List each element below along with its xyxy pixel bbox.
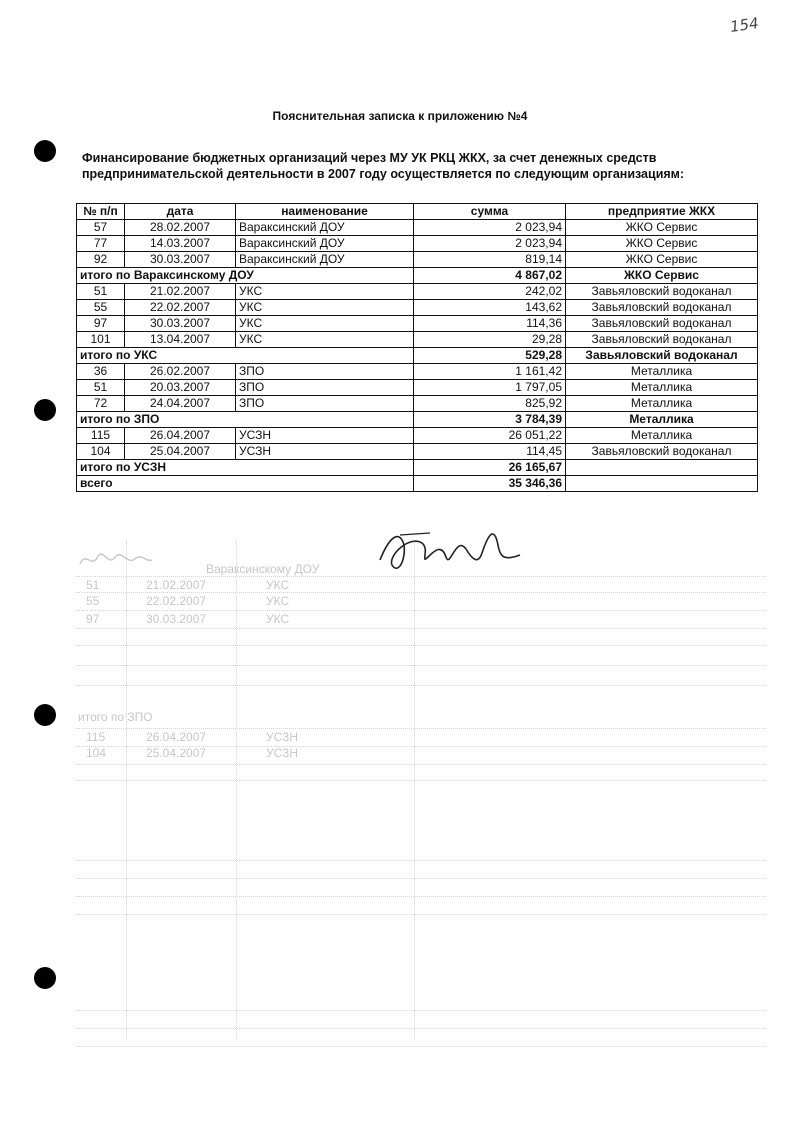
table-total-row bbox=[77, 268, 758, 284]
cell-name: УКС bbox=[236, 316, 414, 332]
punch-hole bbox=[34, 967, 56, 989]
table-row bbox=[77, 236, 758, 252]
cell-name: Вараксинский ДОУ bbox=[236, 236, 414, 252]
cell-number: 51 bbox=[77, 284, 125, 300]
cell-sum: 1 161,42 bbox=[414, 364, 566, 380]
cell-name: Вараксинский ДОУ bbox=[236, 220, 414, 236]
cell-name: УСЗН bbox=[236, 428, 414, 444]
table-row bbox=[77, 364, 758, 380]
table-total-row bbox=[77, 412, 758, 428]
cell-number: 36 bbox=[77, 364, 125, 380]
cell-name: ЗПО bbox=[236, 396, 414, 412]
total-label: итого по УКС bbox=[77, 348, 414, 364]
table-row bbox=[77, 220, 758, 236]
faint-signature bbox=[76, 544, 156, 574]
table-row bbox=[77, 284, 758, 300]
table-row bbox=[77, 252, 758, 268]
punch-hole bbox=[34, 704, 56, 726]
cell-name: УКС bbox=[236, 284, 414, 300]
intro-line: предпринимательской деятельности в 2007 году осуществляется по следующим организациям: bbox=[82, 167, 685, 181]
ghost-row: 55 22.02.2007 УКС bbox=[86, 594, 290, 608]
ghost-label: итого по ЗПО bbox=[78, 710, 153, 724]
total-sum: 4 867,02 bbox=[414, 268, 566, 284]
ghost-label: Вараксинскому ДОУ bbox=[206, 562, 320, 576]
table-row bbox=[77, 316, 758, 332]
ghost-row: 97 30.03.2007 УКС bbox=[86, 612, 290, 626]
punch-hole bbox=[34, 399, 56, 421]
cell-number: 72 bbox=[77, 396, 125, 412]
cell-date: 30.03.2007 bbox=[125, 316, 236, 332]
header-enterprise: предприятие ЖКХ bbox=[566, 204, 758, 220]
total-sum: 529,28 bbox=[414, 348, 566, 364]
cell-number: 57 bbox=[77, 220, 125, 236]
cell-date: 13.04.2007 bbox=[125, 332, 236, 348]
cell-number: 77 bbox=[77, 236, 125, 252]
table-header-row bbox=[77, 204, 758, 220]
bleed-through-copy bbox=[76, 540, 766, 1100]
cell-date: 24.04.2007 bbox=[125, 396, 236, 412]
cell-enterprise: Металлика bbox=[566, 364, 758, 380]
cell-date: 22.02.2007 bbox=[125, 300, 236, 316]
ghost-row: 104 25.04.2007 УСЗН bbox=[86, 746, 299, 760]
cell-number: 115 bbox=[77, 428, 125, 444]
cell-sum: 825,92 bbox=[414, 396, 566, 412]
punch-hole bbox=[34, 140, 56, 162]
total-enterprise bbox=[566, 460, 758, 476]
total-enterprise: Металлика bbox=[566, 412, 758, 428]
total-sum: 3 784,39 bbox=[414, 412, 566, 428]
cell-name: УСЗН bbox=[236, 444, 414, 460]
cell-sum: 143,62 bbox=[414, 300, 566, 316]
cell-date: 14.03.2007 bbox=[125, 236, 236, 252]
cell-enterprise: Металлика bbox=[566, 380, 758, 396]
cell-sum: 819,14 bbox=[414, 252, 566, 268]
cell-enterprise: Завьяловский водоканал bbox=[566, 444, 758, 460]
cell-date: 28.02.2007 bbox=[125, 220, 236, 236]
cell-sum: 242,02 bbox=[414, 284, 566, 300]
total-label: всего bbox=[77, 476, 414, 492]
table-row bbox=[77, 380, 758, 396]
cell-number: 104 bbox=[77, 444, 125, 460]
table-row bbox=[77, 300, 758, 316]
table-total-row bbox=[77, 476, 758, 492]
table-row bbox=[77, 396, 758, 412]
cell-date: 20.03.2007 bbox=[125, 380, 236, 396]
cell-enterprise: Завьяловский водоканал bbox=[566, 316, 758, 332]
cell-sum: 114,45 bbox=[414, 444, 566, 460]
cell-name: УКС bbox=[236, 332, 414, 348]
cell-date: 25.04.2007 bbox=[125, 444, 236, 460]
cell-sum: 2 023,94 bbox=[414, 220, 566, 236]
intro-line: Финансирование бюджетных организаций через МУ УК РКЦ ЖКХ, за счет денежных средств bbox=[82, 151, 657, 165]
total-sum: 26 165,67 bbox=[414, 460, 566, 476]
cell-enterprise: Завьяловский водоканал bbox=[566, 332, 758, 348]
cell-name: ЗПО bbox=[236, 364, 414, 380]
ghost-row: 51 21.02.2007 УКС bbox=[86, 578, 290, 592]
cell-number: 101 bbox=[77, 332, 125, 348]
cell-date: 21.02.2007 bbox=[125, 284, 236, 300]
financing-table bbox=[76, 203, 758, 492]
total-enterprise: Завьяловский водоканал bbox=[566, 348, 758, 364]
cell-number: 97 bbox=[77, 316, 125, 332]
cell-sum: 2 023,94 bbox=[414, 236, 566, 252]
cell-sum: 114,36 bbox=[414, 316, 566, 332]
cell-number: 51 bbox=[77, 380, 125, 396]
cell-enterprise: Завьяловский водоканал bbox=[566, 300, 758, 316]
cell-enterprise: Завьяловский водоканал bbox=[566, 284, 758, 300]
cell-sum: 26 051,22 bbox=[414, 428, 566, 444]
table-total-row bbox=[77, 460, 758, 476]
cell-name: ЗПО bbox=[236, 380, 414, 396]
cell-enterprise: Металлика bbox=[566, 428, 758, 444]
table-total-row bbox=[77, 348, 758, 364]
total-label: итого по ЗПО bbox=[77, 412, 414, 428]
cell-enterprise: ЖКО Сервис bbox=[566, 220, 758, 236]
total-enterprise bbox=[566, 476, 758, 492]
cell-enterprise: ЖКО Сервис bbox=[566, 236, 758, 252]
table-row bbox=[77, 332, 758, 348]
cell-enterprise: Металлика bbox=[566, 396, 758, 412]
total-enterprise: ЖКО Сервис bbox=[566, 268, 758, 284]
document-title: Пояснительная записка к приложению №4 bbox=[272, 109, 528, 123]
cell-enterprise: ЖКО Сервис bbox=[566, 252, 758, 268]
total-label: итого по Вараксинскому ДОУ bbox=[77, 268, 414, 284]
cell-date: 26.04.2007 bbox=[125, 428, 236, 444]
intro-paragraph bbox=[82, 150, 732, 182]
cell-number: 55 bbox=[77, 300, 125, 316]
cell-name: УКС bbox=[236, 300, 414, 316]
cell-date: 30.03.2007 bbox=[125, 252, 236, 268]
ghost-row: 115 26.04.2007 УСЗН bbox=[86, 730, 299, 744]
table-row bbox=[77, 444, 758, 460]
cell-date: 26.02.2007 bbox=[125, 364, 236, 380]
cell-sum: 1 797,05 bbox=[414, 380, 566, 396]
table-row bbox=[77, 428, 758, 444]
total-sum: 35 346,36 bbox=[414, 476, 566, 492]
page-number: 154 bbox=[728, 14, 760, 36]
total-label: итого по УСЗН bbox=[77, 460, 414, 476]
header-name: наименование bbox=[236, 204, 414, 220]
header-date: дата bbox=[125, 204, 236, 220]
cell-name: Вараксинский ДОУ bbox=[236, 252, 414, 268]
cell-number: 92 bbox=[77, 252, 125, 268]
header-number: № п/п bbox=[77, 204, 125, 220]
header-sum: сумма bbox=[414, 204, 566, 220]
cell-sum: 29,28 bbox=[414, 332, 566, 348]
